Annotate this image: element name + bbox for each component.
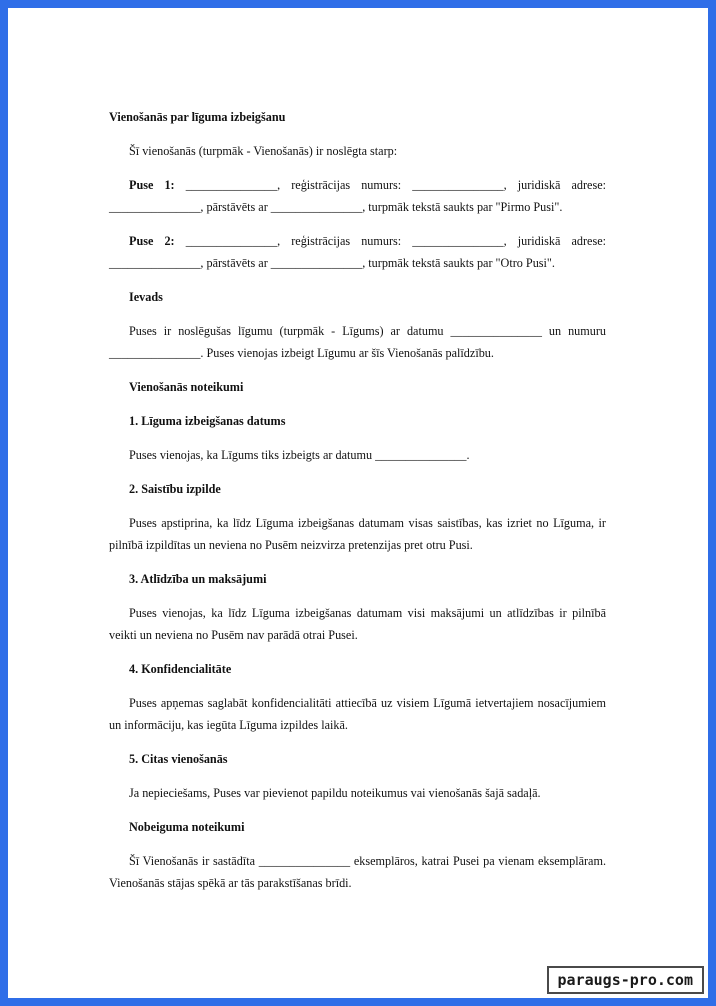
party-1-text: _______________, reģistrācijas numurs: _______________, juridiskā adrese: _______________, pārstāvēts ar _______________, turpmāk tekstā saukts par "Pirmo Pusi". (109, 178, 606, 214)
party-2-label: Puse 2: (129, 234, 175, 248)
document-content (109, 106, 606, 906)
intro-text: Puses ir noslēgušas līgumu (turpmāk - Līgums) ar datumu _______________ un numuru _______________. Puses vienojas izbeigt Līgumu ar šīs Vienošanās palīdzību. (109, 324, 606, 360)
section-5-text: Ja nepieciešams, Puses var pievienot papildu noteikumus vai vienošanās šajā sadaļā. (129, 786, 541, 800)
document-page (8, 8, 708, 998)
section-3-text: Puses vienojas, ka līdz Līguma izbeigšanas datumam visi maksājumi un atlīdzības ir pilnībā veikti un neviena no Pusēm nav parādā otrai Pusei. (109, 606, 606, 642)
terms-heading: Vienošanās noteikumi (129, 380, 244, 394)
party-1-label: Puse 1: (129, 178, 175, 192)
party-1-paragraph (109, 174, 606, 218)
intro-paragraph: Šī vienošanās (turpmāk - Vienošanās) ir noslēgta starp: (129, 144, 398, 158)
section-2-heading: 2. Saistību izpilde (129, 482, 221, 496)
closing-text: Šī Vienošanās ir sastādīta _______________ eksemplāros, katrai Pusei pa vienam eksemplāram. Vienošanās stājas spēkā ar tās parakstīšanas brīdi. (109, 854, 606, 890)
section-5-heading: 5. Citas vienošanās (129, 752, 228, 766)
party-2-text: _______________, reģistrācijas numurs: _______________, juridiskā adrese: _______________, pārstāvēts ar _______________, turpmāk tekstā saukts par "Otro Pusi". (109, 234, 606, 270)
section-2-text: Puses apstiprina, ka līdz Līguma izbeigšanas datumam visas saistības, kas izriet no Līguma, ir pilnībā izpildītas un neviena no Pusēm neizvirza pretenzijas pret otru Pusi. (109, 516, 606, 552)
intro-heading: Ievads (129, 290, 163, 304)
section-4-heading: 4. Konfidencialitāte (129, 662, 232, 676)
party-2-paragraph (109, 230, 606, 274)
section-1-text: Puses vienojas, ka Līgums tiks izbeigts ar datumu _______________. (129, 448, 470, 462)
section-3-heading: 3. Atlīdzība un maksājumi (129, 572, 267, 586)
closing-heading: Nobeiguma noteikumi (129, 820, 245, 834)
document-title: Vienošanās par līguma izbeigšanu (109, 110, 286, 124)
section-1-heading: 1. Līguma izbeigšanas datums (129, 414, 286, 428)
watermark-badge[interactable]: paraugs-pro.com (547, 966, 704, 994)
section-4-text: Puses apņemas saglabāt konfidencialitāti attiecībā uz visiem Līgumā ietvertajiem nosacījumiem un informāciju, kas iegūta Līguma izpildes laikā. (109, 696, 606, 732)
